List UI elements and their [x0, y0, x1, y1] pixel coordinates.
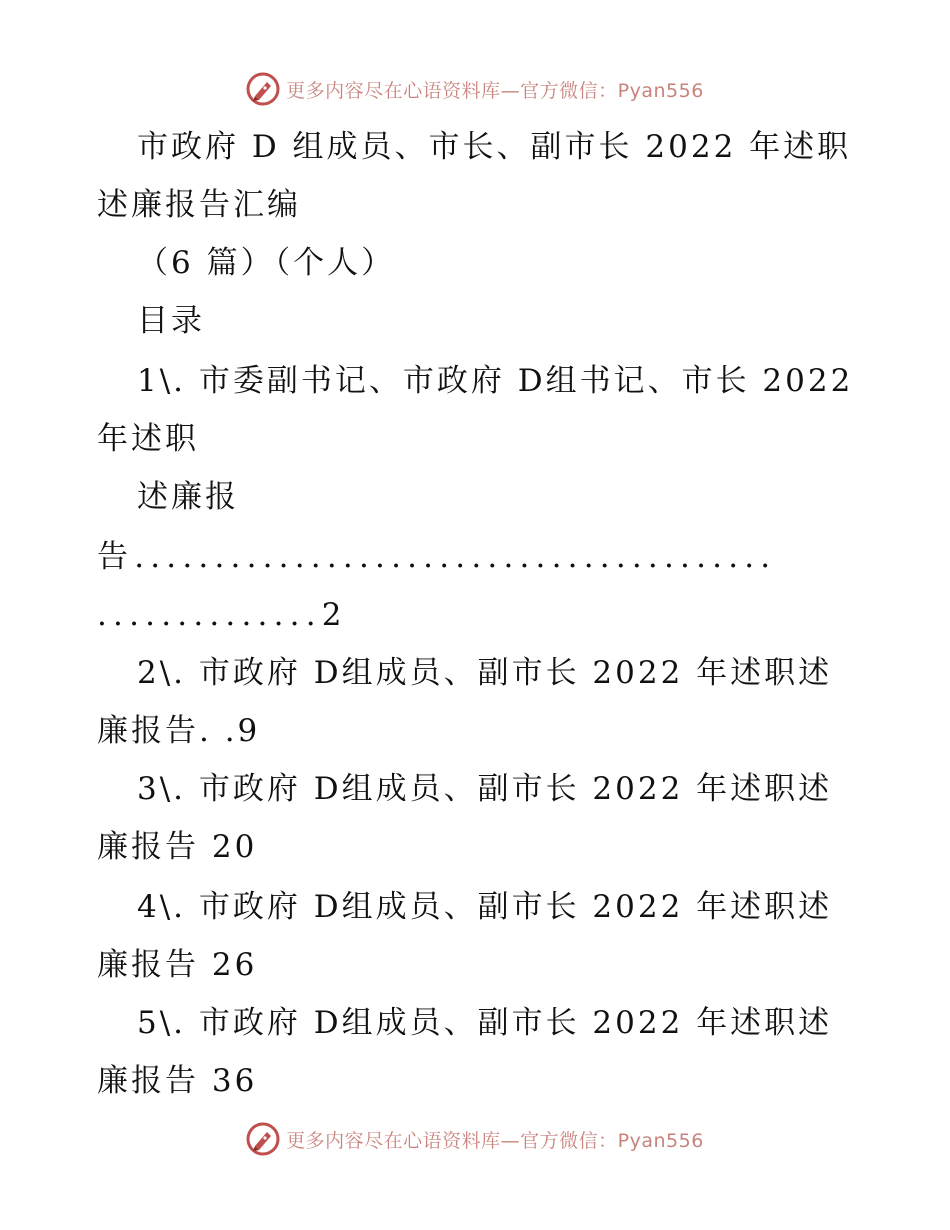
toc-item-2-line-1: 2\. 市政府 D组成员、副市长 2022 年述职述: [137, 655, 833, 691]
watermark-text: 更多内容尽在心语资料库—官方微信：Pyan556: [286, 1129, 704, 1152]
title-line-1: 市政府 D 组成员、市长、副市长 2022 年述职: [137, 129, 852, 165]
toc-heading: 目录: [137, 303, 205, 339]
toc-item-1-line-1: 1\. 市委副书记、市政府 D组书记、市长 2022: [137, 363, 854, 399]
watermark-text: 更多内容尽在心语资料库—官方微信：Pyan556: [286, 79, 704, 102]
toc-item-1-line-4: 告........................................: [97, 539, 777, 575]
toc-item-5-line-2: 廉报告 36: [97, 1063, 258, 1099]
subtitle: （6 篇）（个人）: [137, 245, 396, 281]
pen-logo-icon: [246, 1122, 280, 1156]
toc-item-1-line-5: ..............2: [97, 597, 348, 633]
toc-item-4-line-1: 4\. 市政府 D组成员、副市长 2022 年述职述: [137, 889, 833, 925]
toc-item-3-line-1: 3\. 市政府 D组成员、副市长 2022 年述职述: [137, 771, 833, 807]
toc-item-1-line-2: 年述职: [97, 421, 199, 457]
toc-item-1-line-3: 述廉报: [137, 479, 239, 515]
watermark-banner-bottom: [0, 1122, 950, 1156]
title-line-2: 述廉报告汇编: [97, 187, 301, 223]
toc-item-2-line-2: 廉报告. .9: [97, 713, 261, 749]
toc-item-3-line-2: 廉报告 20: [97, 829, 258, 865]
toc-item-4-line-2: 廉报告 26: [97, 947, 258, 983]
toc-item-5-line-1: 5\. 市政府 D组成员、副市长 2022 年述职述: [137, 1005, 833, 1041]
